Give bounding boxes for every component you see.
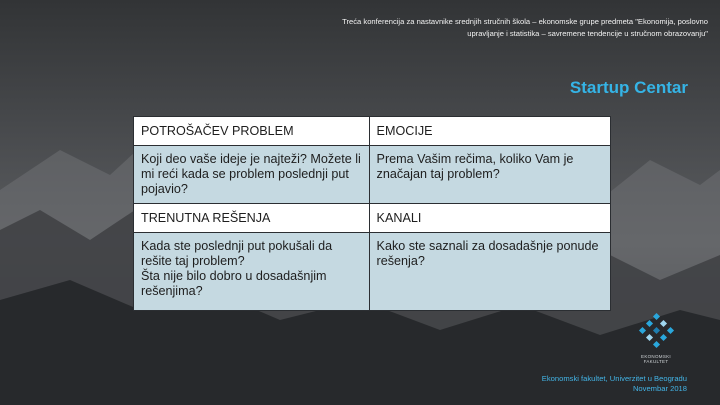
table-row [134,117,611,146]
conference-note: Treća konferencija za nastavnike srednjih stručnih škola – ekonomske grupe predmeta "Ekonomija, poslovno upravljanje i statistika – savremene tendencije u stručnom obrazovanju" [342,17,708,38]
footer-date: Novembar 2018 [632,384,687,393]
current-solutions-line-1: Kada ste poslednji put pokušali da rešite taj problem? [141,239,333,268]
emotions-question: Prema Vašim rečima, koliko Vam je značajan taj problem? [369,146,610,204]
consumer-problem-question: Koji deo vaše ideje je najteži? Možete li mi reći kada se problem poslednji put pojavio? [134,146,370,204]
problem-table [133,116,611,311]
table-row [134,233,611,311]
page-title: Startup Centar [569,78,688,97]
channels-heading: KANALI [369,204,610,233]
table-row [134,146,611,204]
current-solutions-question [134,233,370,311]
footer [542,374,687,394]
consumer-problem-heading: POTROŠAČEV PROBLEM [134,117,370,146]
current-solutions-line-2: Šta nije bilo dobro u dosadašnjim rešenjima? [141,269,327,298]
channels-question: Kako ste saznali za dosadašnje ponude rešenja? [369,233,610,311]
footer-institution: Ekonomski fakultet, Univerzitet u Beogradu [541,374,687,383]
logo-caption: EKONOMSKI FAKULTET [641,354,671,364]
table-row [134,204,611,233]
current-solutions-heading: TRENUTNA REŠENJA [134,204,370,233]
emotions-heading: EMOCIJE [369,117,610,146]
